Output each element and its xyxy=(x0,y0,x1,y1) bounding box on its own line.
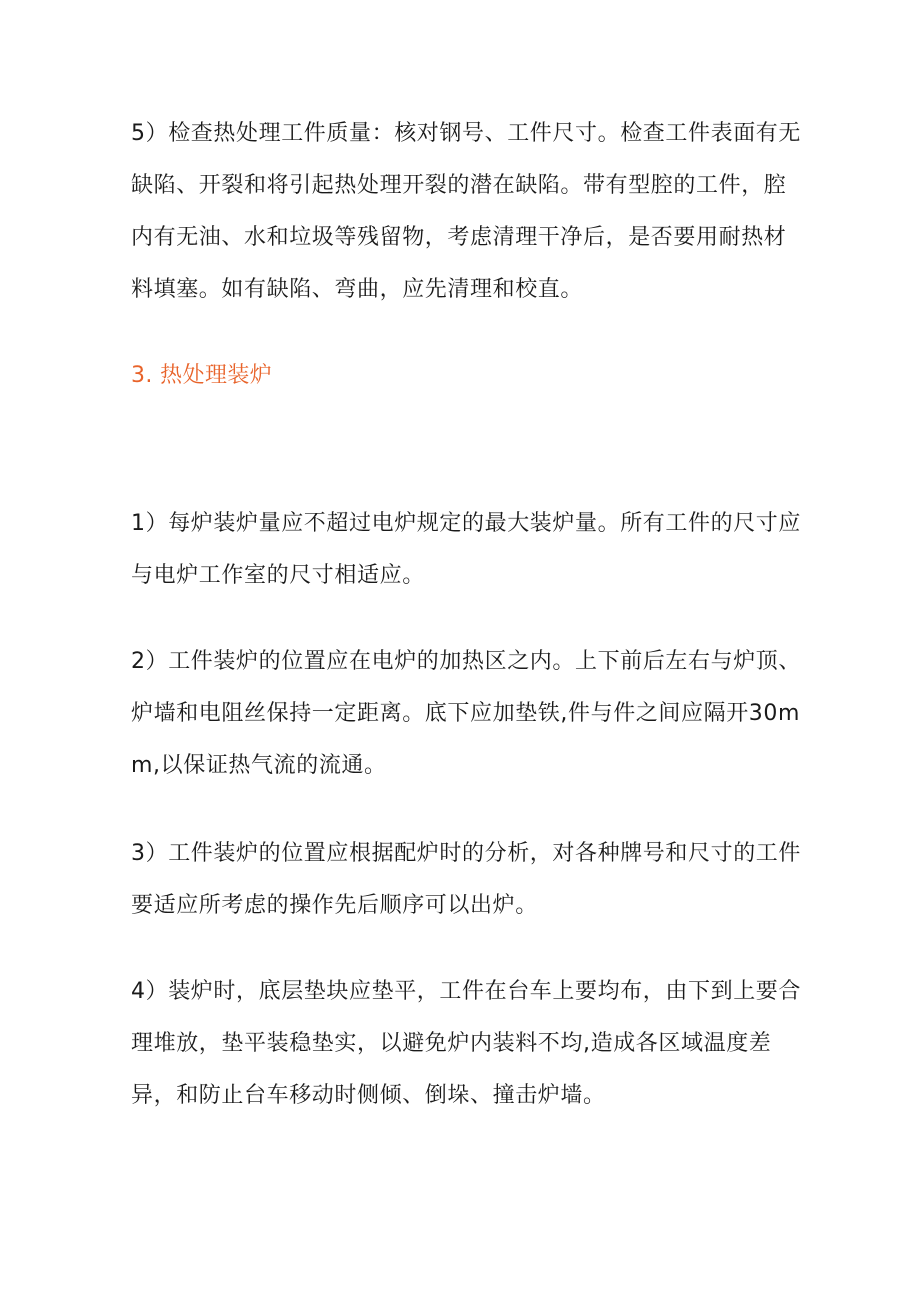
section-heading: 3. 热处理装炉 xyxy=(131,363,273,388)
paragraph-5-check-quality: 5）检查热处理工件质量：核对钢号、工件尺寸。检查工件表面有无缺陷、开裂和将引起热处理开裂的潜在缺陷。带有型腔的工件，腔内有无油、水和垃圾等残留物，考虑清理干净后，是否要用耐热材料填塞。如有缺陷、弯曲，应先清理和校直。 xyxy=(131,121,801,302)
list-item-4: 4）装炉时，底层垫块应垫平，工件在台车上要均布，由下到上要合理堆放，垫平装稳垫实，以避免炉内装料不均,造成各区域温度差异，和防止台车移动时侧倾、倒垛、撞击炉墙。 xyxy=(131,979,801,1108)
list-item-3: 3）工件装炉的位置应根据配炉时的分析，对各种牌号和尺寸的工件要适应所考虑的操作先后顺序可以出炉。 xyxy=(131,841,801,918)
list-item-2: 2）工件装炉的位置应在电炉的加热区之内。上下前后左右与炉顶、炉墙和电阻丝保持一定距离。底下应加垫铁,件与件之间应隔开30mm,以保证热气流的流通。 xyxy=(131,649,801,778)
list-item-1: 1）每炉装炉量应不超过电炉规定的最大装炉量。所有工件的尺寸应与电炉工作室的尺寸相适应。 xyxy=(131,511,801,588)
